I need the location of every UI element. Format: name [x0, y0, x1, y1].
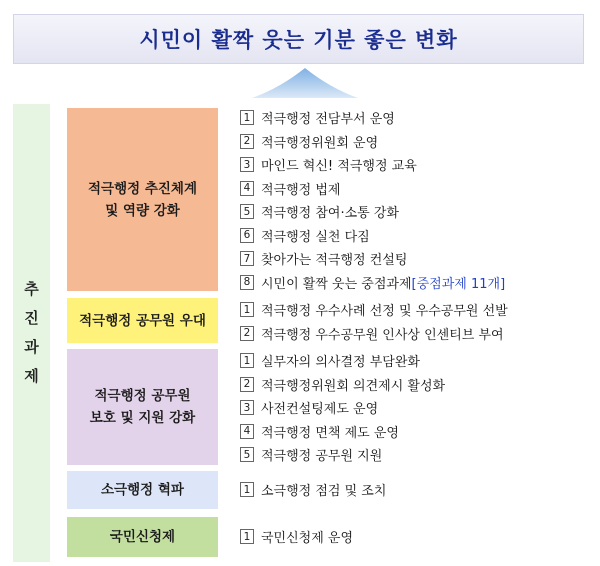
number-box: 4 — [240, 181, 254, 196]
list-item — [240, 106, 505, 130]
category-label-line: 적극행정 공무원 우대 — [79, 312, 206, 329]
category-protection-support — [67, 349, 218, 465]
category-label-line: 국민신청제 — [109, 529, 176, 545]
number-box: 3 — [240, 400, 254, 415]
number-box: 5 — [240, 204, 254, 219]
list-item — [240, 349, 445, 373]
list-item — [240, 200, 505, 224]
number-box: 1 — [240, 302, 254, 317]
list-item — [240, 298, 508, 322]
number-box: 1 — [240, 529, 254, 544]
side-label-char: 진 — [24, 309, 39, 327]
item-text: 시민이 활짝 웃는 중점과제 — [261, 276, 412, 292]
item-text: 적극행정 우수사례 선정 및 우수공무원 선발 — [261, 304, 508, 320]
task-list — [240, 525, 353, 549]
item-text: 적극행정 우수공무원 인사상 인센티브 부여 — [261, 327, 504, 343]
category-promotion-system — [67, 108, 218, 291]
number-box: 7 — [240, 251, 254, 266]
item-text: 국민신청제 운영 — [261, 531, 354, 547]
list-item — [240, 224, 505, 248]
list-item — [240, 373, 445, 397]
number-box: 1 — [240, 353, 254, 368]
item-text: 실무자의 의사결정 부담완화 — [261, 355, 420, 371]
list-item — [240, 420, 445, 444]
side-label-panel — [13, 104, 50, 562]
category-label-line: 적극행정 공무원 — [94, 388, 191, 404]
number-box: 3 — [240, 157, 254, 172]
category-label-line: 적극행정 추진체계 — [87, 180, 198, 197]
list-item — [240, 478, 386, 502]
list-item — [240, 396, 445, 420]
side-label-char: 추 — [24, 280, 39, 298]
number-box: 2 — [240, 377, 254, 392]
task-list — [240, 298, 508, 345]
list-item — [240, 130, 505, 154]
item-text: 적극행정 면책 제도 운영 — [261, 425, 399, 441]
category-label-line: 보호 및 지원 강화 — [89, 410, 196, 426]
category-label-line: 소극행정 혁파 — [101, 482, 184, 498]
number-box: 5 — [240, 447, 254, 462]
number-box: 8 — [240, 275, 254, 290]
item-text: 적극행정 전담부서 운영 — [261, 112, 395, 128]
page-title: 시민이 활짝 웃는 기분 좋은 변화 — [139, 28, 458, 52]
item-text: 찾아가는 적극행정 컨설팅 — [261, 253, 408, 269]
number-box: 1 — [240, 482, 254, 497]
list-item — [240, 247, 505, 271]
category-passive-admin-reform — [67, 471, 218, 509]
task-list — [240, 478, 386, 502]
highlight-note: [중점과제 11개] — [411, 276, 506, 292]
item-text: 소극행정 점검 및 조치 — [261, 484, 387, 500]
task-list — [240, 349, 445, 467]
category-label-line: 및 역량 강화 — [105, 202, 180, 219]
title-banner — [13, 14, 584, 64]
item-text: 적극행정위원회 운영 — [261, 135, 379, 151]
list-item — [240, 271, 505, 295]
list-item — [240, 153, 505, 177]
item-text: 적극행정 법제 — [261, 182, 341, 198]
item-text: 적극행정 실천 다짐 — [261, 229, 370, 245]
list-item — [240, 177, 505, 201]
item-text: 적극행정 참여·소통 강화 — [261, 206, 399, 222]
side-label-char: 과 — [24, 338, 39, 356]
item-text: 적극행정위원회 의견제시 활성화 — [261, 378, 446, 394]
list-item — [240, 443, 445, 467]
item-text: 적극행정 공무원 지원 — [261, 449, 383, 465]
number-box: 2 — [240, 134, 254, 149]
item-text: 사전컨설팅제도 운영 — [261, 402, 379, 418]
number-box: 1 — [240, 110, 254, 125]
item-text: 마인드 혁신! 적극행정 교육 — [261, 159, 417, 175]
number-box: 6 — [240, 228, 254, 243]
list-item — [240, 525, 353, 549]
number-box: 2 — [240, 326, 254, 341]
category-citizen-application — [67, 517, 218, 557]
side-label-char: 제 — [24, 367, 39, 385]
arrow-up-icon — [250, 64, 360, 98]
number-box: 4 — [240, 424, 254, 439]
list-item — [240, 322, 508, 346]
task-list — [240, 106, 505, 294]
category-preferential-treatment — [67, 298, 218, 343]
